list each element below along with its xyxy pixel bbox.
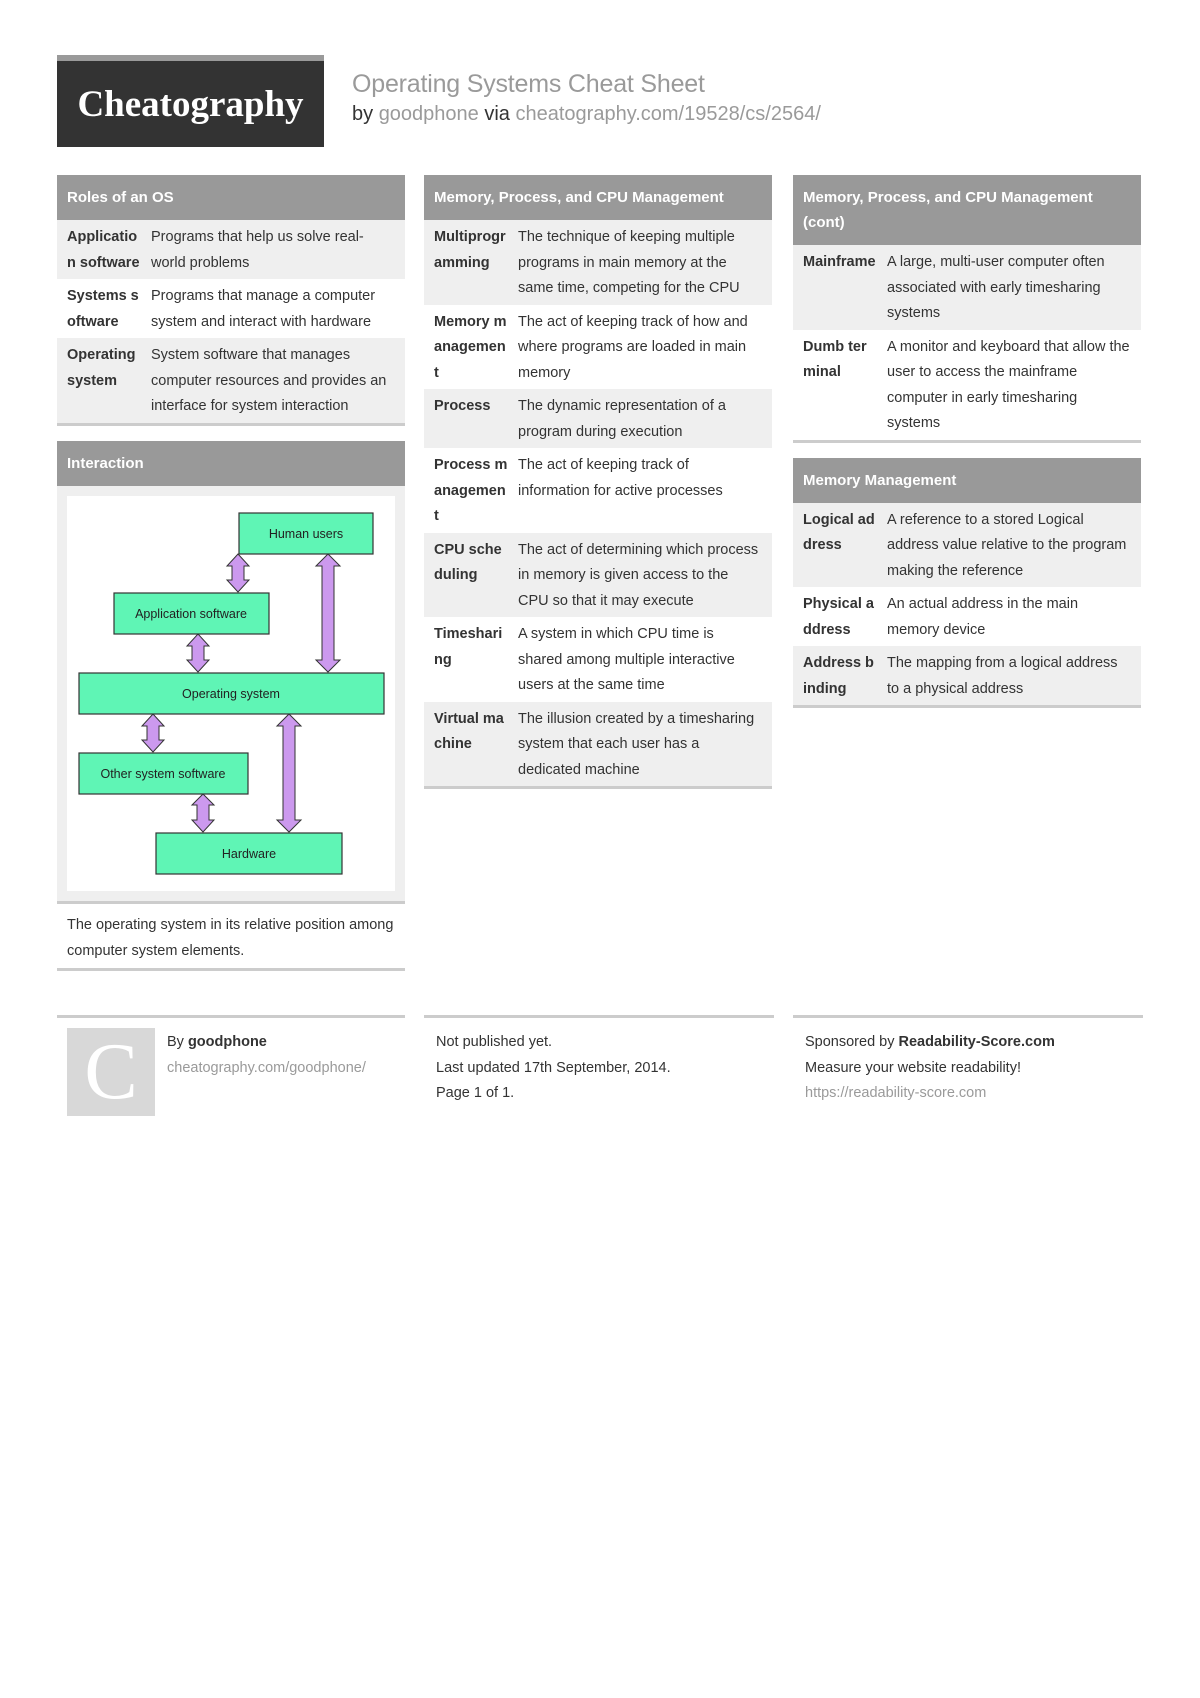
author-link[interactable]: goodphone [378, 103, 479, 125]
label-hardware: Hardware [221, 846, 277, 861]
sponsor-line [805, 1030, 1055, 1056]
term: Timesharing [434, 626, 503, 668]
last-updated: Last updated 17th September, 2014. [436, 1059, 671, 1076]
sponsored-by: Sponsored by [805, 1034, 895, 1050]
definition: System software that manages computer resources and provides an interface for system interaction [151, 347, 387, 414]
footer-sponsor [793, 1015, 1143, 1118]
term: Virtual machine [434, 710, 504, 752]
table-row [793, 503, 1141, 588]
sponsor-link[interactable]: Readability-Score.com [898, 1034, 1055, 1050]
definition: The act of keeping track of information for active processes [518, 457, 723, 499]
section-title: Memory Management [793, 458, 1141, 503]
avatar[interactable]: C [67, 1028, 155, 1116]
table-row [424, 617, 772, 702]
definition: A system in which CPU time is shared among multiple interactive users at the same time [518, 626, 735, 693]
term: Multiprogramming [434, 229, 506, 271]
definition: The act of determining which process in memory is given access to the CPU so that it may execute [518, 541, 759, 609]
table-row [424, 702, 772, 787]
term: Process management [434, 457, 508, 524]
published-status: Not published yet. [436, 1034, 553, 1050]
definition: The technique of keeping multiple programs in main memory at the same time, competing for the CPU [518, 229, 740, 296]
definition: Programs that help us solve real-world problems [151, 229, 364, 271]
page-number: Page 1 of 1. [436, 1085, 515, 1101]
term: Physical address [803, 596, 874, 638]
definition: The dynamic representation of a program during execution [518, 398, 726, 440]
label-operating-system: Operating system [182, 686, 280, 701]
byline [352, 103, 821, 126]
footer-publish-text [436, 1030, 671, 1107]
table-row [793, 646, 1141, 705]
arrow-os-other [142, 714, 164, 752]
arrow-human-app [227, 554, 249, 592]
term: Operating system [67, 347, 136, 389]
definition: The illusion created by a timesharing system that each user has a dedicated machine [518, 710, 755, 778]
term: Logical address [803, 511, 875, 553]
interaction-diagram [67, 496, 395, 891]
column-3 [793, 175, 1141, 723]
footer-by-line [167, 1030, 366, 1056]
sponsor-tagline: Measure your website readability! [805, 1059, 1021, 1076]
by-word: by [352, 103, 374, 125]
page-title: Operating Systems Cheat Sheet [352, 70, 705, 98]
section-memory-process-cpu [424, 175, 772, 789]
footer-author-link[interactable]: goodphone [187, 1034, 267, 1050]
footer-by-word: By [167, 1034, 184, 1050]
term: Process [434, 398, 491, 414]
section-interaction [57, 441, 405, 971]
footer-author-text [167, 1030, 366, 1081]
definition: The mapping from a logical address to a physical address [887, 655, 1118, 697]
term: Dumb terminal [803, 338, 867, 380]
via-word: via [484, 103, 510, 125]
term: Mainframe [803, 254, 876, 270]
label-human-users: Human users [268, 526, 344, 541]
section-title: Memory, Process, and CPU Management [424, 175, 772, 220]
table-row [57, 338, 405, 423]
table-row [424, 389, 772, 448]
arrow-other-hardware [192, 794, 214, 832]
definition: Programs that manage a computer system and interact with hardware [151, 288, 376, 330]
table-row [793, 245, 1141, 330]
footer-author-url[interactable]: cheatography.com/goodphone/ [167, 1059, 366, 1076]
arrow-app-os [187, 634, 209, 672]
arrow-human-os [316, 554, 340, 672]
sponsor-url[interactable]: https://readability-score.com [805, 1085, 987, 1101]
footer-publish-info [424, 1015, 774, 1118]
term: Application software [67, 229, 140, 271]
footer [0, 1015, 1200, 1125]
definition: A large, multi-user computer often associated with early timesharing systems [887, 254, 1105, 321]
column-2 [424, 175, 772, 804]
diagram-container [57, 486, 405, 901]
table-row [424, 305, 772, 390]
column-1 [57, 175, 405, 986]
table-row [793, 587, 1141, 646]
cheatography-logo[interactable]: Cheatography [57, 55, 324, 147]
term: CPU scheduling [434, 541, 502, 583]
table-row [793, 330, 1141, 440]
definition: The act of keeping track of how and where programs are loaded in main memory [518, 313, 748, 381]
label-other-system-software: Other system software [100, 766, 226, 781]
term: Systems software [67, 288, 139, 330]
term: Memory management [434, 313, 507, 381]
table-row [424, 533, 772, 618]
sheet-url-link[interactable]: cheatography.com/19528/cs/2564/ [515, 103, 821, 125]
arrow-os-hardware [277, 714, 301, 832]
table-row [424, 448, 772, 533]
definition: An actual address in the main memory device [887, 596, 1079, 638]
section-roles-of-an-os [57, 175, 405, 426]
table-row [57, 220, 405, 279]
diagram-caption: The operating system in its relative position among computer system elements. [57, 901, 405, 968]
table-row [424, 220, 772, 305]
title-block [352, 70, 821, 126]
label-application-software: Application software [135, 606, 247, 621]
section-title: Interaction [57, 441, 405, 486]
definition: A reference to a stored Logical address value relative to the program making the reference [887, 511, 1127, 579]
table-row [57, 279, 405, 338]
term: Address binding [803, 655, 874, 697]
footer-author [57, 1015, 405, 1118]
definition: A monitor and keyboard that allow the user to access the mainframe computer in early timesharing systems [887, 338, 1130, 431]
footer-sponsor-text [805, 1030, 1055, 1107]
section-title: Memory, Process, and CPU Management (cont) [793, 175, 1141, 245]
section-memory-process-cpu-cont [793, 175, 1141, 443]
section-memory-management [793, 458, 1141, 709]
section-title: Roles of an OS [57, 175, 405, 220]
